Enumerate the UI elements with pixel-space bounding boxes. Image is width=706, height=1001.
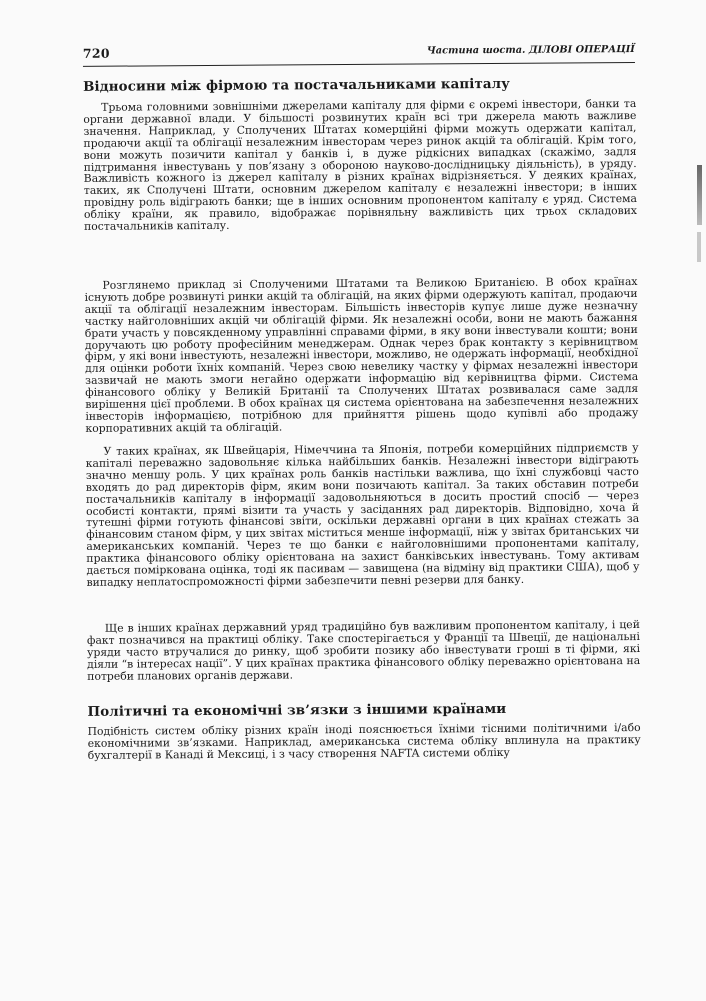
scan-edge-mark — [697, 232, 701, 262]
paragraph: Ще в інших країнах державний уряд традиційно був важливим пропонентом капіталу, і цей факт позначився на практиці обліку. Таке спостерігається у Франції та Швеції, де національні уряди часто втручалися до ринку, щоб зробити позику або інвестувати гроші в ті фірми, які діяли “в інтересах нації”. У цих країнах практика фінансового обліку переважно орієнтована на потреби планових органів держави. — [86, 618, 641, 683]
paragraph: Подібність систем обліку різних країн іноді пояснюється їхніми тісними політичними і/або економічними зв’язками. Наприклад, американська система обліку вплинула на практику бухгалтерії в Канаді й Мексиці, і з часу створення NAFTA системи обліку — [87, 720, 641, 762]
scan-edge-mark — [697, 165, 702, 225]
chapter-title: Частина шоста. ДІЛОВІ ОПЕРАЦІЇ — [426, 44, 635, 57]
paragraph: У таких країнах, як Швейцарія, Німеччина та Японія, потреби комерційних підприємств у капіталі переважно задовольняє кілька найбільших банків. Незалежні інвестори відіграють значно меншу роль. У цих країнах роль банків настільки важлива, що їхні службовці часто входять до рад директорів фірм, яким вони позичають капітал. За таких обставин потреби постачальників капіталу в інформації задовольняються в досить простий спосіб — через особисті контакти, прямі візити та участь у засіданнях рад директорів. Відповідно, хоча й тутешні фірми готують фінансові звіти, оскільки державні органи в цих країнах стежать за фінансовим станом фірм, у цих звітах міститься менше інформації, ніж у звітах британських чи американських компаній. Через те що банки є найголовнішими пропонентами капіталу, практика фінансового обліку орієнтована на захист банківських інвестувань. Тому активам дається поміркована оцінка, тоді як пасивам — завищена (на відміну від практики США), щоб у випадку неплатоспроможності фірми забезпечити певні резерви для банку. — [85, 441, 640, 589]
paragraph: Розглянемо приклад зі Сполученими Штатами та Великою Британією. В обох країнах існують добре розвинуті ринки акцій та облігацій, на яких фірми одержують капітал, продаючи акції та облігації незалежним інвесторам. Більшість інвесторів купує лише дуже незначну частку найголовніших акцій чи облігацій фірми. Як незалежні особи, вони не мають бажання брати участь у повсякденному управлінні справами фірми, в яку вони інвестували кошти; вони доручають цю роботу професійним менеджерам. Однак через брак контакту з керівництвом фірм, у які вони інвестують, незалежні інвестори, можливо, не одержать інформації, необхідної для оцінки роботи їхніх компаній. Через свою невелику частку у фірмах незалежні інвестори зазвичай не мають змоги негайно одержати інформацію від керівництва фірми. Система фінансового обліку у Великій Британії та Сполучених Штатах розвивалася саме задля вирішення цієї проблеми. В обох країнах ця система орієнтована на забезпечення незалежних інвесторів інформацією, потрібною для прийняття рішень щодо купівлі або продажу корпоративних акцій та облігацій. — [84, 275, 639, 435]
running-header — [83, 42, 635, 67]
section-heading-capital-providers: Відносини між фірмою та постачальниками капіталу — [83, 75, 510, 95]
section-heading-political-economic-ties: Політичні та економічні зв’язки з іншими країнами — [87, 700, 507, 720]
page-number: 720 — [82, 45, 110, 61]
paragraph: Трьома головними зовнішніми джерелами капіталу для фірми є окремі інвестори, банки та органи державної влади. У більшості розвинутих країн всі три джерела мають важливе значення. Наприклад, у Сполучених Штатах комерційні фірми можуть одержати капітал, продаючи акції та облігації незалежним інвесторам через ринок акцій та облігацій. Крім того, вони можуть позичити капітал у банків і, в дуже рідкісних випадках (скажімо, задля підтримання інвестувань у пов’язану з обороною науково-дослідницьку діяльність), в уряду. Важливість кожного із джерел капіталу в різних країнах відрізняється. У деяких країнах, таких, як Сполучені Штати, основним джерелом капіталу є незалежні інвестори; в інших провідну роль відіграють банки; ще в інших основним пропонентом капіталу є уряд. Система обліку країни, як правило, відображає порівняльну важливість цих трьох складових постачальників капіталу. — [83, 97, 638, 233]
